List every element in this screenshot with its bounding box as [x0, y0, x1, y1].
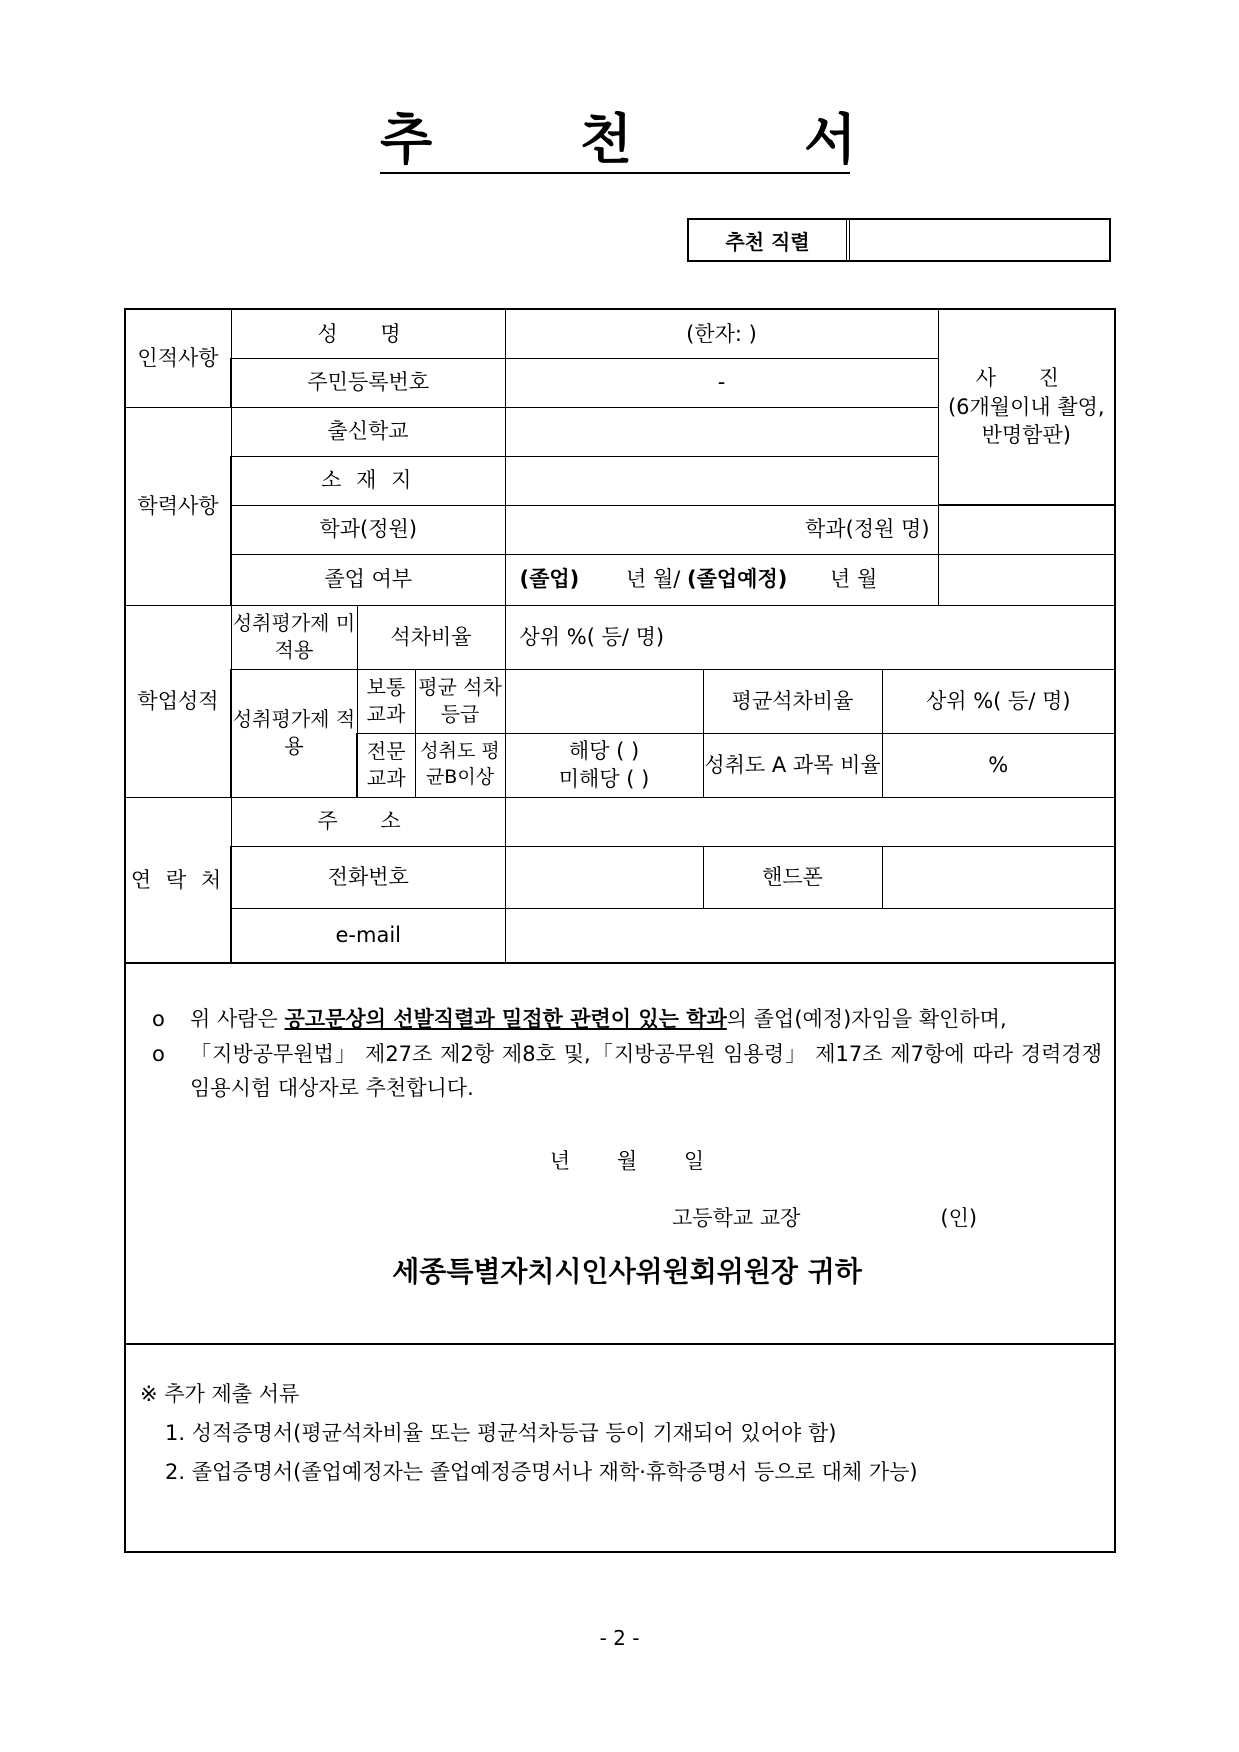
graduation-field[interactable] [505, 554, 938, 605]
avg-rank-grade-label: 평균 석차등급 [415, 669, 505, 733]
mobile-label: 핸드폰 [703, 846, 882, 908]
section-education: 학력사항 [125, 407, 231, 605]
email-label: e-mail [231, 908, 505, 963]
graduation-date-b: 년 월 [830, 567, 878, 592]
bullet-1: o [152, 1007, 165, 1031]
graduation-label: 졸업 여부 [231, 554, 505, 605]
graduation-extra-cell [938, 554, 1115, 605]
email-field[interactable] [505, 908, 1115, 963]
title-char-2: 천 [580, 108, 633, 171]
name-label: 성 명 [231, 309, 505, 358]
general-subject-label: 보통 교과 [357, 669, 415, 733]
name-field[interactable]: (한자: ) [505, 309, 938, 358]
page-number: - 2 - [599, 1626, 640, 1650]
address-label: 주 소 [231, 797, 505, 846]
recommendation-form-table [124, 308, 1116, 1553]
principal-label: 고등학교 교장 [672, 1205, 801, 1230]
photo-note-2: 반명함판) [981, 423, 1071, 448]
a-ratio-label: 성취도 A 과목 비율 [703, 733, 882, 797]
photo-box [938, 309, 1115, 505]
school-field[interactable] [505, 407, 938, 456]
address-field[interactable] [505, 797, 1115, 846]
recommended-position-field[interactable] [850, 220, 1109, 260]
department-label: 학과(정원) [231, 505, 505, 554]
photo-label: 사 진 [975, 366, 1077, 391]
additional-document-2: 2. 졸업증명서(졸업예정자는 졸업예정증명서나 재학·휴학증명서 등으로 대체 가능) [165, 1459, 918, 1484]
location-field[interactable] [505, 456, 938, 505]
school-label: 출신학교 [231, 407, 505, 456]
department-field[interactable]: 학과(정원 명) [505, 505, 938, 554]
graduation-option-expected: (졸업예정) [687, 567, 788, 592]
id-number-label: 주민등록번호 [231, 358, 505, 407]
statement-date: 년 월 일 [549, 1148, 705, 1173]
photo-note-1: (6개월이내 촬영, [947, 394, 1105, 419]
page-title [380, 108, 857, 174]
achievement-avg-b-label: 성취도 평균B이상 [415, 733, 505, 797]
achievement-not-applied-label: 성취평가제 미적용 [231, 605, 357, 669]
graduation-date-a: 년 월/ [625, 567, 681, 592]
additional-documents [125, 1344, 1115, 1552]
achievement-applied-label: 성취평가제 적용 [231, 669, 357, 797]
statement-line1-pre: 위 사람은 [190, 1007, 285, 1031]
addressee: 세종특별자치시인사위원회위원장 귀하 [392, 1255, 862, 1289]
section-grades: 학업성적 [125, 605, 231, 797]
bullet-2: o [152, 1041, 165, 1066]
phone-field[interactable] [505, 846, 703, 908]
not-applicable-option[interactable]: 미해당 ( ) [558, 767, 650, 791]
rank-ratio-label: 석차비율 [357, 605, 505, 669]
additional-document-1: 1. 성적증명서(평균석차비율 또는 평균석차등급 등이 기재되어 있어야 함) [165, 1420, 837, 1445]
principal-signature [152, 1201, 1102, 1236]
section-personal: 인적사항 [125, 309, 231, 407]
avg-rank-ratio-label: 평균석차비율 [703, 669, 882, 733]
additional-documents-heading: ※ 추가 제출 서류 [140, 1382, 300, 1406]
applicable-field[interactable] [505, 733, 703, 797]
statement-line2: 「지방공무원법」 제27조 제2항 제8호 및,「지방공무원 임용령」 제17조 제7항에 따라 경력경쟁임용시험 대상자로 추천합니다. [190, 1041, 1103, 1101]
statement-line1-post: 의 졸업(예정)자임을 확인하며, [726, 1007, 1007, 1031]
title-char-3: 서 [804, 108, 857, 171]
mobile-field[interactable] [882, 846, 1115, 908]
location-label: 소 재 지 [231, 456, 505, 505]
applicable-option[interactable]: 해당 ( ) [568, 738, 640, 763]
seal-mark: (인) [940, 1205, 978, 1230]
a-ratio-field[interactable]: % [882, 733, 1115, 797]
phone-label: 전화번호 [231, 846, 505, 908]
graduation-option-graduated: (졸업) [519, 567, 580, 592]
statement-line1-emphasis: 공고문상의 선발직렬과 밀접한 관련이 있는 학과 [284, 1007, 727, 1031]
title-char-1: 추 [380, 108, 433, 171]
avg-rank-ratio-field[interactable]: 상위 %( 등/ 명) [882, 669, 1115, 733]
id-number-field[interactable]: - [505, 358, 938, 407]
rank-ratio-field[interactable]: 상위 %( 등/ 명) [505, 605, 1115, 669]
recommended-position-label: 추천 직렬 [689, 220, 850, 260]
recommendation-statement [125, 963, 1115, 1344]
special-subject-label: 전문 교과 [357, 733, 415, 797]
section-contact: 연 락 처 [125, 797, 231, 963]
recommended-position-box [687, 218, 1111, 262]
photo-bottom-spacer [938, 505, 1115, 554]
avg-rank-grade-field[interactable] [505, 669, 703, 733]
